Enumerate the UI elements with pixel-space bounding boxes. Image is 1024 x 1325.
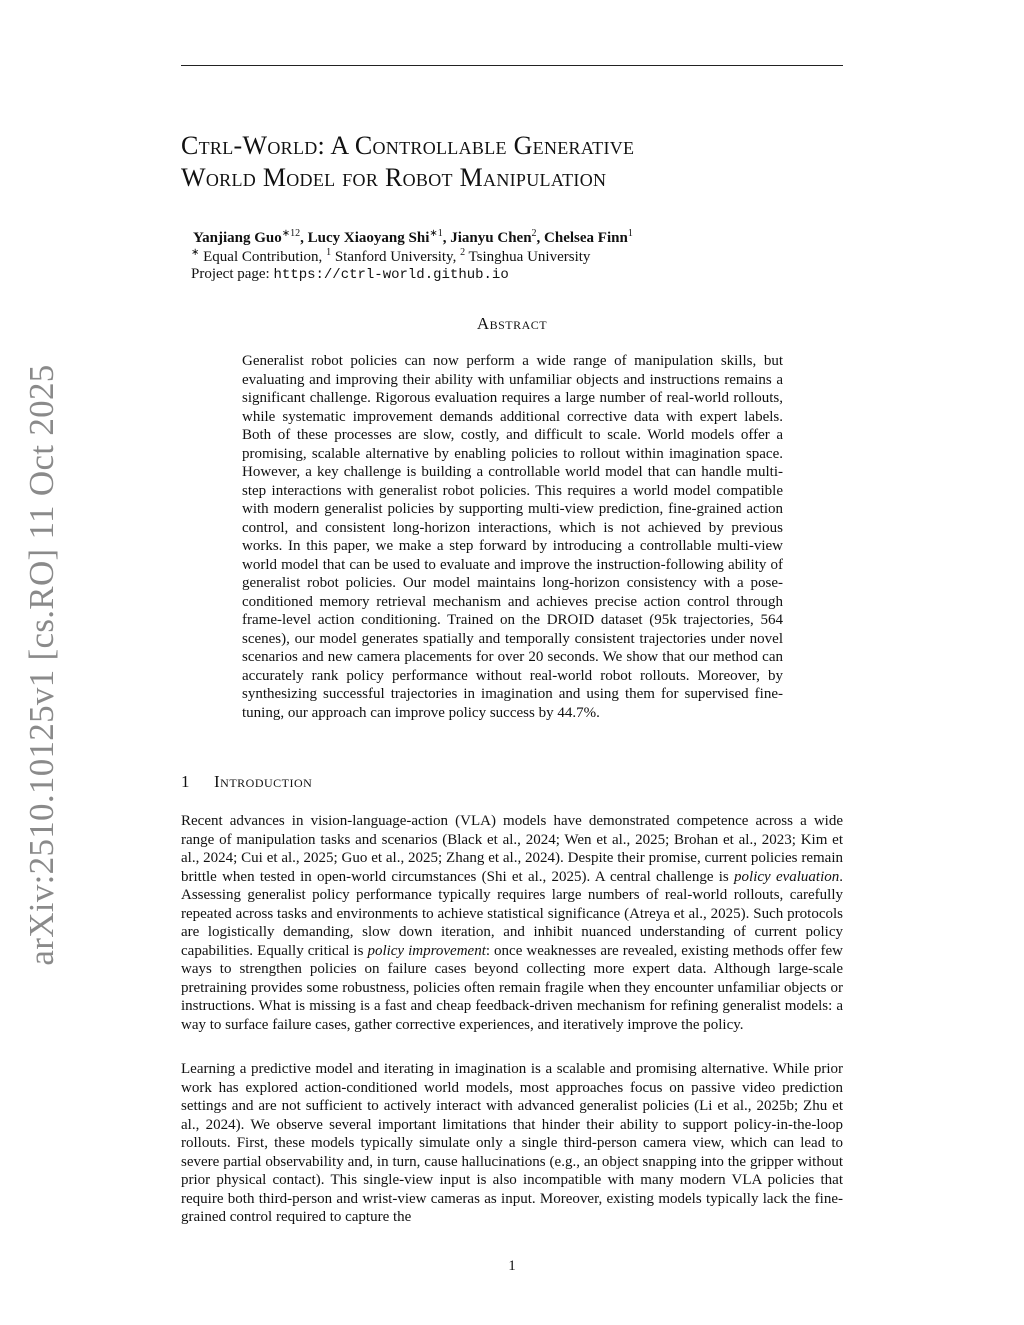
affiliation-line: [191, 247, 590, 266]
author-separator: ,: [536, 230, 545, 246]
abstract-heading: Abstract: [476, 314, 548, 333]
author-name: Jianyu Chen: [450, 230, 532, 246]
paragraph-text: . Assessing generalist policy performance typically requires large numbers of real-world rollouts, carefully repeated across tasks and environments to achieve statistical significance (Atreya et al., 2025). Such protocols are logistically demanding, slow down iteration, and inhibit nuanced understanding of current policy capabilities. Equally critical is: [181, 868, 844, 959]
author-name: Chelsea Finn: [544, 230, 628, 246]
affiliation-stanford: Stanford University,: [331, 249, 461, 265]
author-separator: ,: [442, 230, 451, 246]
arxiv-identifier-stamp: arXiv:2510.10125v1 [cs.RO] 11 Oct 2025: [22, 364, 61, 966]
author-name: Yanjiang Guo: [193, 230, 282, 246]
abstract-text: Generalist robot policies can now perform a wide range of manipulation skills, but evaluating and improving their ability with unfamiliar objects and instructions remains a significant challenge. Rigorous evaluation requires a large number of real-world rollouts, while systematic improvement demands additional corrective data with expert labels. Both of these processes are slow, costly, and difficult to scale. World models offer a promising, scalable alternative by enabling policies to rollout within imagination space. However, a key challenge is building a controllable world model that can handle multi-step interactions with generalist robot policies. This requires a world model compatible with modern generalist policies by supporting multi-view prediction, fine-grained action control, and consistent long-horizon interactions, which is not achieved by previous works. In this paper, we make a step forward by introducing a controllable multi-view world model that can be used to evaluate and improve the instruction-following ability of generalist robot policies. Our model maintains long-horizon consistency with a pose-conditioned memory retrieval mechanism and achieves precise action control through frame-level action conditioning. Trained on the DROID dataset (95k trajectories, 564 scenes), our model generates spatially and temporally consistent trajectories under novel scenarios and new camera placements for over 20 seconds. We show that our method can accurately rank policy performance without real-world robot rollouts. Moreover, by synthesizing successful trajectories in imagination and using them for supervised fine-tuning, our approach can improve policy success by 44.7%.: [242, 353, 783, 721]
paragraph-text: : once weaknesses are revealed, existing methods offer few ways to strengthen policies on failure cases beyond collecting more expert data. Although large-scale pretraining provides some robustness, policies often remain fragile when they encounter unfamiliar objects or instructions. What is missing is a fast and cheap feedback-driven mechanism for refining generalist models: a way to surface failure cases, gather corrective experiences, and iteratively improve the policy.: [181, 942, 844, 1033]
affiliation-mark: 1: [326, 247, 332, 258]
section-number: 1: [181, 772, 190, 791]
title-top-rule: [181, 65, 843, 66]
intro-paragraph-2: Learning a predictive model and iterating in imagination is a scalable and promising alternative. While prior work has explored action-conditioned world models, most approaches focus on passive video prediction settings and are not sufficient to actively interact with advanced generalist policies (Li et al., 2025b; Zhu et al., 2024). We observe several important limitations that hinder their ability to support policy-in-the-loop rollouts. First, these models typically simulate only a single third-person camera view, which can lead to severe partial observability and, in turn, cause hallucinations (e.g., an object snapping into the gripper without prior physical contact). This single-view input is also incompatible with many modern VLA policies that require both third-person and wrist-view cameras as input. Moreover, existing models typically lack the fine-grained control required to capture the: [181, 1061, 843, 1225]
equal-contribution-text: Equal Contribution,: [199, 249, 327, 265]
author-list: [193, 228, 633, 247]
affiliation-mark: 2: [460, 247, 466, 258]
author-separator: ,: [300, 230, 308, 246]
paper-title-line-2: World Model for Robot Manipulation: [181, 163, 607, 192]
section-title: Introduction: [214, 772, 313, 791]
author-affiliation-mark: ∗1: [429, 228, 443, 239]
equal-contribution-mark: ∗: [191, 247, 200, 258]
project-page-label: Project page:: [191, 266, 274, 282]
emphasis-policy-evaluation: policy evaluation: [734, 868, 840, 885]
page-number: 1: [508, 1258, 516, 1274]
emphasis-policy-improvement: policy improvement: [367, 942, 486, 959]
paragraph-text: Recent advances in vision-language-action (VLA) models have demonstrated competence across a wide range of manipulation tasks and scenarios (Black et al., 2024; Wen et al., 2025; Brohan et al., 2023; Kim et al., 2024; Cui et al., 2025; Guo et al., 2025; Zhang et al., 2024). Despite their promise, current policies remain brittle when tested in open-world circumstances (Shi et al., 2025). A central challenge is: [181, 813, 843, 885]
section-heading-introduction: [181, 772, 312, 792]
intro-paragraph-1: [181, 812, 843, 1034]
author-affiliation-mark: 2: [531, 228, 537, 239]
author-affiliation-mark: 1: [627, 228, 633, 239]
paper-title-line-1: Ctrl-World: A Controllable Generative: [181, 131, 635, 160]
affiliation-tsinghua: Tsinghua University: [465, 249, 591, 265]
author-affiliation-mark: ∗12: [281, 228, 301, 239]
paper-title: [181, 130, 843, 194]
author-name: Lucy Xiaoyang Shi: [307, 230, 430, 246]
project-page-line: [191, 266, 509, 283]
project-page-link[interactable]: https://ctrl-world.github.io: [273, 267, 509, 283]
